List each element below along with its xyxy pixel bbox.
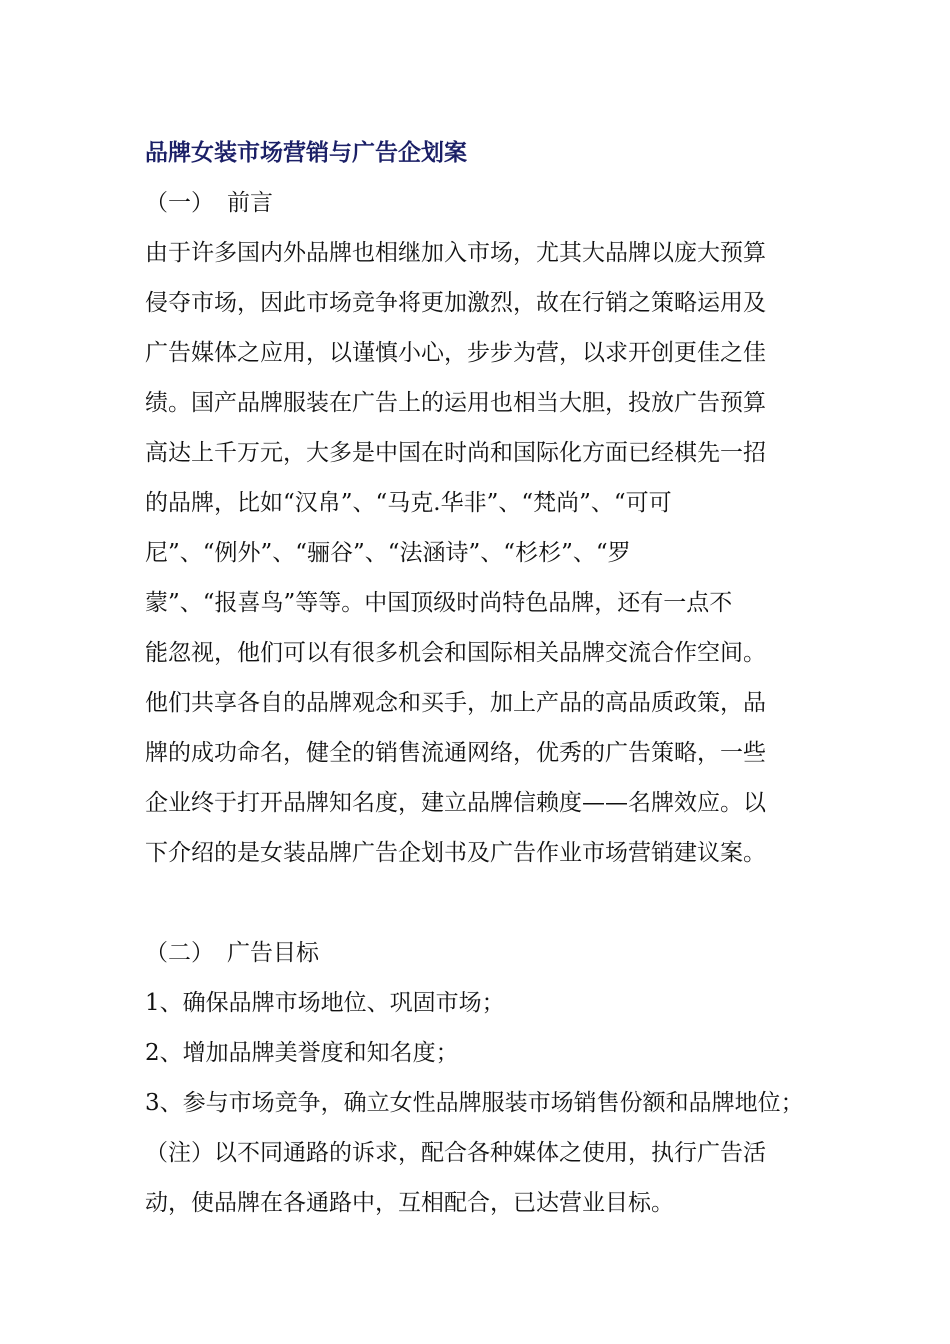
section-1-number: （一） (145, 190, 214, 216)
note-line: 动，使品牌在各通路中，互相配合，已达营业目标。 (145, 1190, 674, 1216)
paragraph-line: 蒙”、“报喜鸟”等等。中国顶级时尚特色品牌，还有一点不 (145, 590, 733, 616)
note-line: （注）以不同通路的诉求，配合各种媒体之使用，执行广告活 (145, 1140, 766, 1166)
section-1-title: 前言 (227, 190, 273, 216)
section-1-heading (145, 178, 805, 228)
paragraph-line: 高达上千万元，大多是中国在时尚和国际化方面已经棋先一招 (145, 440, 766, 466)
goal-item: 2、增加品牌美誉度和知名度； (145, 1040, 459, 1066)
paragraph-line: 牌的成功命名，健全的销售流通网络，优秀的广告策略，一些 (145, 740, 766, 766)
section-2-goals (145, 978, 805, 1228)
paragraph-line: 广告媒体之应用，以谨慎小心，步步为营，以求开创更佳之佳 (145, 340, 766, 366)
paragraph-line: 企业终于打开品牌知名度，建立品牌信赖度——名牌效应。以 (145, 790, 766, 816)
paragraph-line: 侵夺市场，因此市场竞争将更加激烈，故在行销之策略运用及 (145, 290, 766, 316)
paragraph-line: 绩。国产品牌服装在广告上的运用也相当大胆，投放广告预算 (145, 390, 766, 416)
document-body (145, 128, 805, 1228)
paragraph-line: 由于许多国内外品牌也相继加入市场，尤其大品牌以庞大预算 (145, 240, 766, 266)
goal-item: 1、确保品牌市场地位、巩固市场； (145, 990, 505, 1016)
document-title: 品牌女装市场营销与广告企划案 (145, 140, 467, 166)
paragraph-line: 能忽视，他们可以有很多机会和国际相关品牌交流合作空间。 (145, 640, 766, 666)
section-2-heading (145, 928, 805, 978)
paragraph-line: 的品牌，比如“汉帛”、“马克.华非”、“梵尚”、“可可 (145, 490, 672, 516)
paragraph-line: 尼”、“例外”、“骊谷”、“法涵诗”、“杉杉”、“罗 (145, 540, 631, 566)
paragraph-line: 下介绍的是女装品牌广告企划书及广告作业市场营销建议案。 (145, 840, 766, 866)
section-2-number: （二） (145, 940, 214, 966)
blank-line (145, 878, 805, 928)
section-1-paragraph (145, 228, 805, 878)
goal-item: 3、参与市场竞争，确立女性品牌服装市场销售份额和品牌地位； (145, 1090, 804, 1116)
paragraph-line: 他们共享各自的品牌观念和买手，加上产品的高品质政策，品 (145, 690, 766, 716)
section-2-title: 广告目标 (227, 940, 319, 966)
